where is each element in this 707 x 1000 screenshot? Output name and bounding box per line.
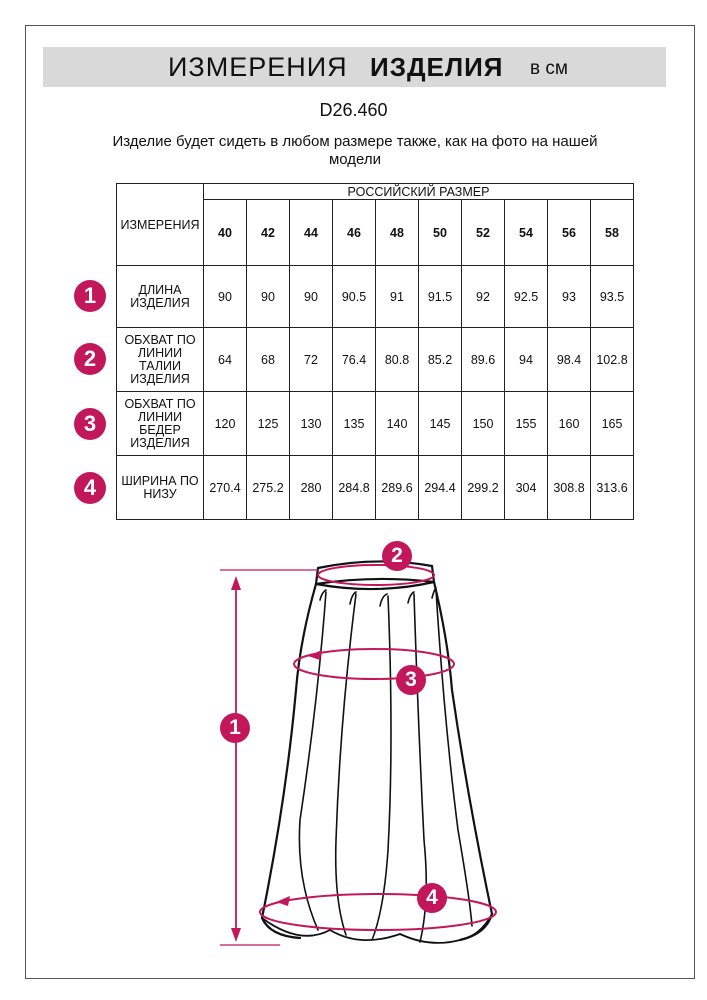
diagram-marker-length: 1 (220, 713, 250, 743)
value-cell: 130 (290, 392, 333, 456)
value-cell: 92.5 (505, 266, 548, 328)
value-cell: 160 (548, 392, 591, 456)
size-cell: 52 (462, 200, 505, 266)
title-measurements: ИЗМЕРЕНИЯ (168, 52, 348, 82)
value-cell: 150 (462, 392, 505, 456)
value-cell: 64 (204, 328, 247, 392)
value-cell: 93 (548, 266, 591, 328)
value-cell: 91.5 (419, 266, 462, 328)
size-cell: 50 (419, 200, 462, 266)
value-cell: 289.6 (376, 456, 419, 520)
size-cell: 58 (591, 200, 634, 266)
value-cell: 90 (247, 266, 290, 328)
value-cell: 270.4 (204, 456, 247, 520)
value-cell: 313.6 (591, 456, 634, 520)
measure-lines (220, 565, 496, 945)
size-cell: 40 (204, 200, 247, 266)
value-cell: 308.8 (548, 456, 591, 520)
value-cell: 145 (419, 392, 462, 456)
size-cell: 48 (376, 200, 419, 266)
row-label: ОБХВАТ ПО ЛИНИИ ТАЛИИ ИЗДЕЛИЯ (117, 328, 204, 392)
diagram-marker-waist: 2 (382, 541, 412, 571)
value-cell: 90.5 (333, 266, 376, 328)
title-unit: в см (530, 58, 568, 79)
value-cell: 90 (290, 266, 333, 328)
value-cell: 299.2 (462, 456, 505, 520)
value-cell: 135 (333, 392, 376, 456)
value-cell: 85.2 (419, 328, 462, 392)
value-cell: 275.2 (247, 456, 290, 520)
value-cell: 91 (376, 266, 419, 328)
value-cell: 98.4 (548, 328, 591, 392)
fit-note: Изделие будет сидеть в любом размере также, как на фото на нашей модели (112, 133, 598, 168)
size-group-header: РОССИЙСКИЙ РАЗМЕР (204, 184, 634, 200)
diagram-marker-hem: 4 (417, 883, 447, 913)
row-badge-2: 2 (74, 343, 106, 375)
value-cell: 165 (591, 392, 634, 456)
measure-header: ИЗМЕРЕНИЯ (117, 184, 204, 266)
row-label: ДЛИНА ИЗДЕЛИЯ (117, 266, 204, 328)
value-cell: 80.8 (376, 328, 419, 392)
value-cell: 304 (505, 456, 548, 520)
article-code: D26.460 (319, 100, 388, 120)
value-cell: 76.4 (333, 328, 376, 392)
value-cell: 120 (204, 392, 247, 456)
diagram-marker-hip: 3 (396, 665, 426, 695)
value-cell: 89.6 (462, 328, 505, 392)
value-cell: 102.8 (591, 328, 634, 392)
size-cell: 56 (548, 200, 591, 266)
value-cell: 92 (462, 266, 505, 328)
size-cell: 46 (333, 200, 376, 266)
size-cell: 42 (247, 200, 290, 266)
row-label: ШИРИНА ПО НИЗУ (117, 456, 204, 520)
value-cell: 125 (247, 392, 290, 456)
row-badge-4: 4 (74, 472, 106, 504)
title-item: ИЗДЕЛИЯ (370, 52, 504, 82)
size-cell: 44 (290, 200, 333, 266)
size-cell: 54 (505, 200, 548, 266)
value-cell: 93.5 (591, 266, 634, 328)
value-cell: 72 (290, 328, 333, 392)
value-cell: 284.8 (333, 456, 376, 520)
row-badge-3: 3 (74, 408, 106, 440)
row-badge-1: 1 (74, 280, 106, 312)
value-cell: 94 (505, 328, 548, 392)
value-cell: 280 (290, 456, 333, 520)
value-cell: 155 (505, 392, 548, 456)
skirt-outline (262, 561, 492, 942)
value-cell: 294.4 (419, 456, 462, 520)
row-label: ОБХВАТ ПО ЛИНИИ БЕДЕР ИЗДЕЛИЯ (117, 392, 204, 456)
value-cell: 90 (204, 266, 247, 328)
value-cell: 68 (247, 328, 290, 392)
value-cell: 140 (376, 392, 419, 456)
